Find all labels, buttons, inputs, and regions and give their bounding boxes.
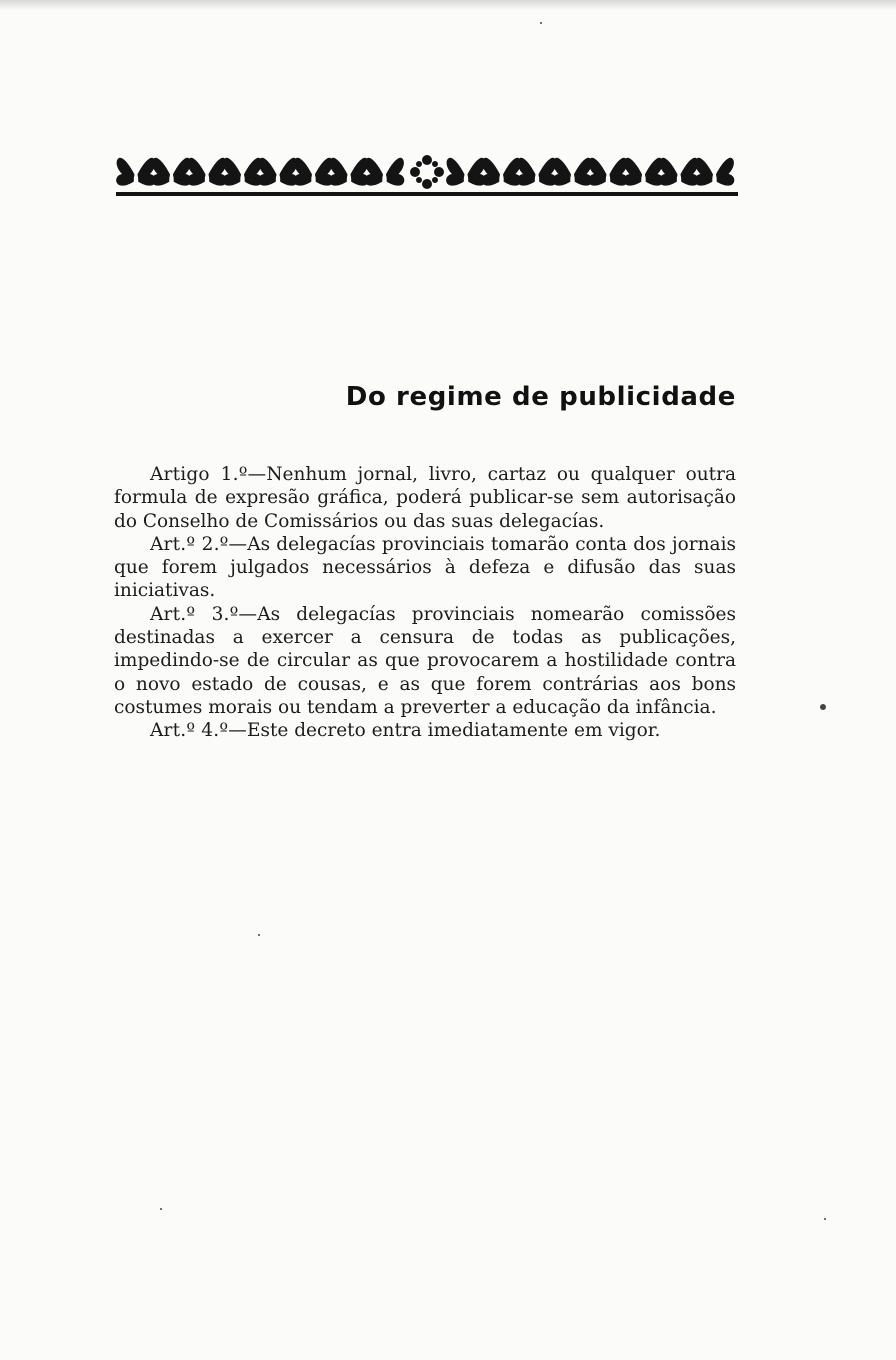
ink-speck <box>540 22 542 24</box>
butterfly-icon <box>152 158 192 187</box>
article-2 <box>114 533 736 603</box>
butterfly-icon <box>294 158 334 187</box>
butterfly-icon <box>446 158 486 187</box>
butterfly-icon <box>482 158 522 187</box>
butterfly-icon <box>588 158 628 187</box>
page-edge-shading <box>0 0 896 10</box>
ink-speck <box>820 704 826 710</box>
ink-speck <box>258 934 260 936</box>
article-4-text: Este decreto entra imediatamente em vigor. <box>246 720 661 742</box>
article-4-label: Art.º 4.º— <box>150 720 247 742</box>
butterfly-border-ornament <box>116 148 738 200</box>
butterfly-icon <box>329 158 369 187</box>
butterfly-icon <box>223 158 263 187</box>
article-3-text: As delegacías provinciais nomearão comissões destinadas a exercer a censura de todas as publicações, impedindo-se de circular as que provocarem a hostilidade contra o novo estado de cousas, e as que forem contrárias aos bons costumes morais ou tendam a preverter a educação da infância. <box>114 603 736 718</box>
article-3 <box>114 603 736 719</box>
ink-speck <box>824 1218 826 1220</box>
butterfly-icon <box>258 158 298 187</box>
article-3-label: Art.º 3.º— <box>150 603 258 625</box>
article-2-text: As delegacías provinciais tomarão conta dos jornais que forem julgados necessários à defeza e difusão das suas iniciativas. <box>114 533 736 602</box>
article-2-label: Art.º 2.º— <box>150 533 248 555</box>
ink-speck <box>160 1208 162 1210</box>
article-1-label: Artigo 1.º— <box>150 464 267 485</box>
butterfly-icon <box>659 158 699 187</box>
butterfly-icon <box>365 158 405 187</box>
butterfly-icon <box>517 158 557 187</box>
butterfly-icon <box>116 158 156 187</box>
ornament-rule <box>116 192 738 196</box>
floral-cross-icon <box>410 155 444 189</box>
article-4 <box>114 719 736 742</box>
butterfly-icon <box>624 158 664 187</box>
article-1 <box>114 463 736 533</box>
article-1-text: Nenhum jornal, livro, cartaz ou qualquer outra formula de expresão gráfica, poderá publicar-se sem autorisação do Conselho de Comissários ou das suas delegacías. <box>114 464 736 532</box>
section-title: Do regime de publicidade <box>345 382 736 412</box>
butterfly-icon <box>553 158 593 187</box>
decree-body <box>114 463 736 743</box>
butterfly-icon <box>187 158 227 187</box>
butterfly-icon <box>695 158 735 187</box>
